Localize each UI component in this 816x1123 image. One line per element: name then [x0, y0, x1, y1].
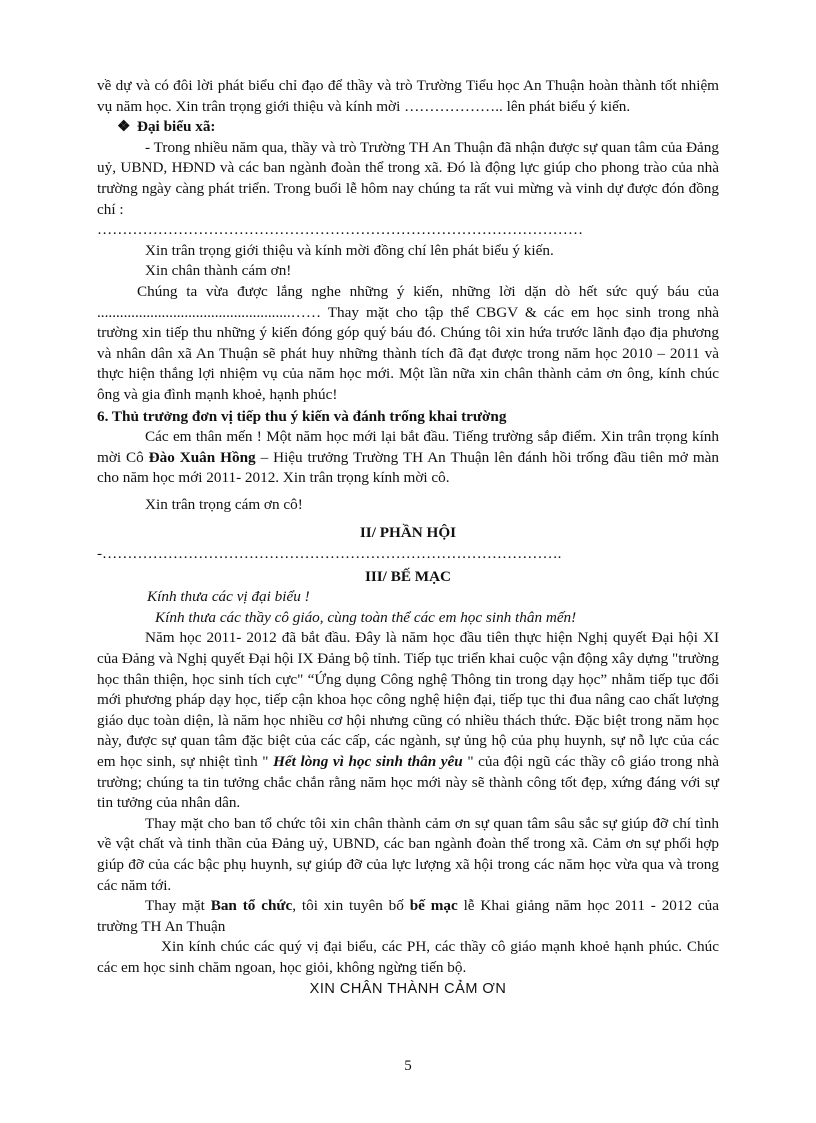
ban-to-chuc: Ban tổ chức [210, 897, 293, 915]
dai-bieu-xa-label: Đại biểu xã: [137, 118, 216, 136]
dai-bieu-xa-heading [97, 117, 719, 138]
section-phan-hoi: II/ PHẦN HỘI [359, 524, 457, 542]
greeting-teachers-students: Kính thưa các thầy cô giáo, cùng toàn thể các em học sinh thân mến! [155, 608, 577, 626]
paragraph-thanks-co: Xin trân trọng cám ơn cô! [145, 495, 303, 513]
page-number: 5 [404, 1058, 412, 1074]
paragraph-gratitude: Thay mặt cho ban tổ chức tôi xin chân thành cảm ơn sự quan tâm sâu sắc sự giúp đỡ chí tình về vật chất và tinh thần của Đảng uỷ, UBND, các ban ngành đoàn thể trong xã. Cảm ơn sự phối hợp giúp đỡ của các bậc phụ huynh, sự giúp đỡ của lực lượng xã hội trong các năm học vừa qua và trong các năm tới. [97, 814, 719, 894]
greeting-guests: Kính thưa các vị đại biểu ! [147, 588, 310, 606]
be-mac-bold: bế mạc [409, 897, 458, 915]
dotted-line: …………………………………………………………………………………… [97, 221, 583, 239]
section-6-heading: 6. Thủ trưởng đơn vị tiếp thu ý kiến và đánh trống khai trường [97, 407, 507, 425]
declaration-text-a: Thay mặt [145, 897, 211, 915]
principal-name: Đào Xuân Hồng [148, 448, 256, 466]
paragraph-dai-bieu-xa: - Trong nhiều năm qua, thầy và trò Trường TH An Thuận đã nhận được sự quan tâm của Đảng uỷ, UBND, HĐND và các ban ngành đoàn thể trong xã. Đó là động lực giúp cho phong trào của nhà trường ngày càng phát triển. Trong buổi lễ hôm nay chúng ta rất vui mừng và vinh dự được đón đồng chí : [97, 138, 719, 218]
paragraph-drum [97, 427, 719, 489]
drum-text-b: – Hiệu trưởng Trường TH An Thuận lên đánh hồi trống đầu tiên mở màn cho năm học mới 2011- 2012. Xin trân trọng kính mời cô. [97, 448, 719, 487]
drum-text-a: Các em thân mến ! Một năm học mới lại bắt đầu. Tiếng trường sắp điểm. Xin trân trọng kính mời Cô [97, 428, 719, 466]
paragraph-intro: về dự và có đôi lời phát biểu chỉ đạo để thầy và trò Trường Tiểu học An Thuận hoàn thành tốt nhiệm vụ năm học. Xin trân trọng giới thiệu và kính mời ……………….. lên phát biểu ý kiến. [97, 77, 719, 115]
paragraph-invite: Xin trân trọng giới thiệu và kính mời đồng chí lên phát biểu ý kiến. [145, 241, 554, 259]
declaration-text-b: , tôi xin tuyên bố [292, 897, 410, 915]
declaration-text-c: lễ Khai giảng năm học 2011 - 2012 của trường TH An Thuận [97, 897, 719, 935]
school-year-text-b: " của đội ngũ các thầy cô giáo trong nhà trường; chúng ta tin tưởng chắc chắn rằng năm học mới này sẽ thành công tốt đẹp, xứng đáng với sự tin tưởng của nhân dân. [97, 753, 719, 812]
paragraph-school-year [97, 628, 719, 813]
diamond-bullet-icon: ❖ [117, 118, 131, 136]
document-body [97, 76, 719, 999]
paragraph-thanks: Xin chân thành cám ơn! [145, 262, 292, 280]
school-year-text-a: Năm học 2011- 2012 đã bắt đầu. Đây là năm học đầu tiên thực hiện Nghị quyết Đại hội XI của Đảng và Nghị quyết Đại hội IX Đảng bộ tỉnh. Tiếp tục triển khai cuộc vận động xây dựng "trường học thân thiện, học sinh tích cực" “Ứng dụng Công nghệ Thông tin trong dạy học” nhằm tiếp tục đổi mới phương pháp dạy học, tiếp cận khoa học công nghệ hiện đại, tiếp tục thi đua nâng cao chất lượng giáo dục toàn diện, là năm học nhiều cơ hội nhưng cũng có nhiều thách thức. Đặc biệt trong năm học này, được sự quan tâm đặc biệt của các cấp, các ngành, sự ủng hộ của phụ huynh, sự nỗ lực của các em học sinh, sự nhiệt tình " [97, 629, 719, 770]
paragraph-response: Chúng ta vừa được lắng nghe những ý kiến, những lời dặn dò hết sức quý báu của ...................................................…… Thay mặt cho tập thể CBGV & các em học sinh trong nhà trường xin tiếp thu những ý kiến đóng góp quý báu đó. Chúng tôi xin hứa trước lãnh đạo địa phương và nhân dân xã An Thuận sẽ phát huy những thành tích đã đạt được trong năm học 2010 – 2011 và thực hiện thắng lợi nhiệm vụ của năm học mới. Một lần nữa xin chân thành cảm ơn ông, kính chúc ông và gia đình mạnh khoẻ, hạnh phúc! [97, 282, 719, 403]
dotted-line-2: -………………………………………………………………………………. [97, 545, 562, 563]
closing-thanks: XIN CHÂN THÀNH CẢM ƠN [309, 980, 507, 997]
paragraph-closing-declaration [97, 896, 719, 937]
paragraph-wishes: Xin kính chúc các quý vị đại biểu, các PH, các thầy cô giáo mạnh khoẻ hạnh phúc. Chúc các em học sinh chăm ngoan, học giỏi, không ngừng tiến bộ. [97, 938, 719, 976]
motto: Hết lòng vì học sinh thân yêu [273, 753, 463, 770]
section-be-mac: III/ BẾ MẠC [364, 567, 452, 585]
